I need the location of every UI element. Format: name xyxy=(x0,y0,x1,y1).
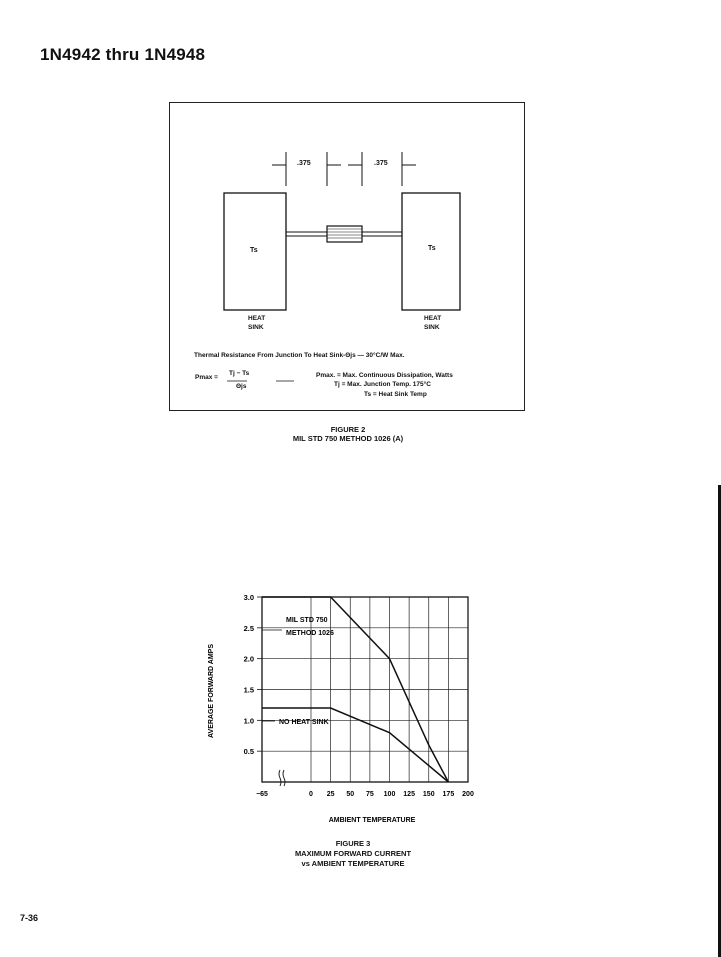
legend-ts: Ts = Heat Sink Temp xyxy=(364,391,427,398)
right-sink-word: SINK xyxy=(424,324,440,331)
annotation-method: METHOD 1026 xyxy=(286,630,334,637)
x-axis-title: AMBIENT TEMPERATURE xyxy=(328,817,416,824)
y-tick-label: 3.0 xyxy=(243,593,254,602)
left-heat-label: HEAT xyxy=(248,315,266,322)
figure-2-caption: FIGURE 2 xyxy=(330,425,366,434)
figure-3-subcaption-2: vs AMBIENT TEMPERATURE xyxy=(301,859,405,868)
page-number: 7-36 xyxy=(20,913,39,923)
x-tick-label: 25 xyxy=(326,791,335,798)
left-sink-label: Ts xyxy=(250,247,258,254)
x-tick-label: 100 xyxy=(383,791,396,798)
chart-grid xyxy=(262,597,468,782)
legend-tj: Tj = Max. Junction Temp. 175°C xyxy=(334,381,431,388)
figure-3-chart xyxy=(200,585,500,830)
x-tick-label: −65 xyxy=(256,791,268,798)
y-tick-label: 0.5 xyxy=(243,747,254,757)
annotation-mil-std: MIL STD 750 xyxy=(286,617,328,624)
x-tick-label: 0 xyxy=(309,791,313,798)
x-tick-label: 175 xyxy=(442,791,455,798)
legend-pmax: Pmax. = Max. Continuous Dissipation, Watts xyxy=(316,372,453,379)
figure-3-caption: FIGURE 3 xyxy=(335,839,371,848)
formula-lhs: Pmax = xyxy=(195,374,218,381)
figure-2-subcaption: MIL STD 750 METHOD 1026 (A) xyxy=(292,434,404,443)
dimension-right: .375 xyxy=(374,160,388,167)
dimension-left: .375 xyxy=(297,160,311,167)
figure-3-subcaption-1: MAXIMUM FORWARD CURRENT xyxy=(294,849,412,858)
right-heat-label: HEAT xyxy=(424,315,442,322)
formula-denominator: Θjs xyxy=(236,383,247,390)
right-sink-label: Ts xyxy=(428,245,436,252)
page-title: 1N4942 thru 1N4948 xyxy=(40,45,206,64)
annotation-no-heat-sink: NO HEAT SINK xyxy=(279,719,329,726)
x-tick-label: 50 xyxy=(346,791,355,798)
diode-body xyxy=(327,226,362,242)
y-tick-label: 2.5 xyxy=(243,623,254,633)
formula-numerator: Tj − Ts xyxy=(229,370,250,377)
y-tick-label: 2.0 xyxy=(243,654,254,664)
x-tick-label: 75 xyxy=(365,791,374,798)
left-sink-word: SINK xyxy=(248,324,264,331)
x-tick-label: 125 xyxy=(403,791,415,798)
y-tick-label: 1.0 xyxy=(243,716,254,726)
axis-break-symbol xyxy=(279,770,285,786)
thermal-resistance-text: Thermal Resistance From Junction To Heat Sink-Θjs — 30°C/W Max. xyxy=(194,352,405,359)
y-tick-label: 1.5 xyxy=(243,685,254,695)
y-axis-title: AVERAGE FORWARD AMPS xyxy=(208,644,215,738)
x-tick-label: 200 xyxy=(462,791,474,798)
x-tick-label: 150 xyxy=(422,791,435,798)
